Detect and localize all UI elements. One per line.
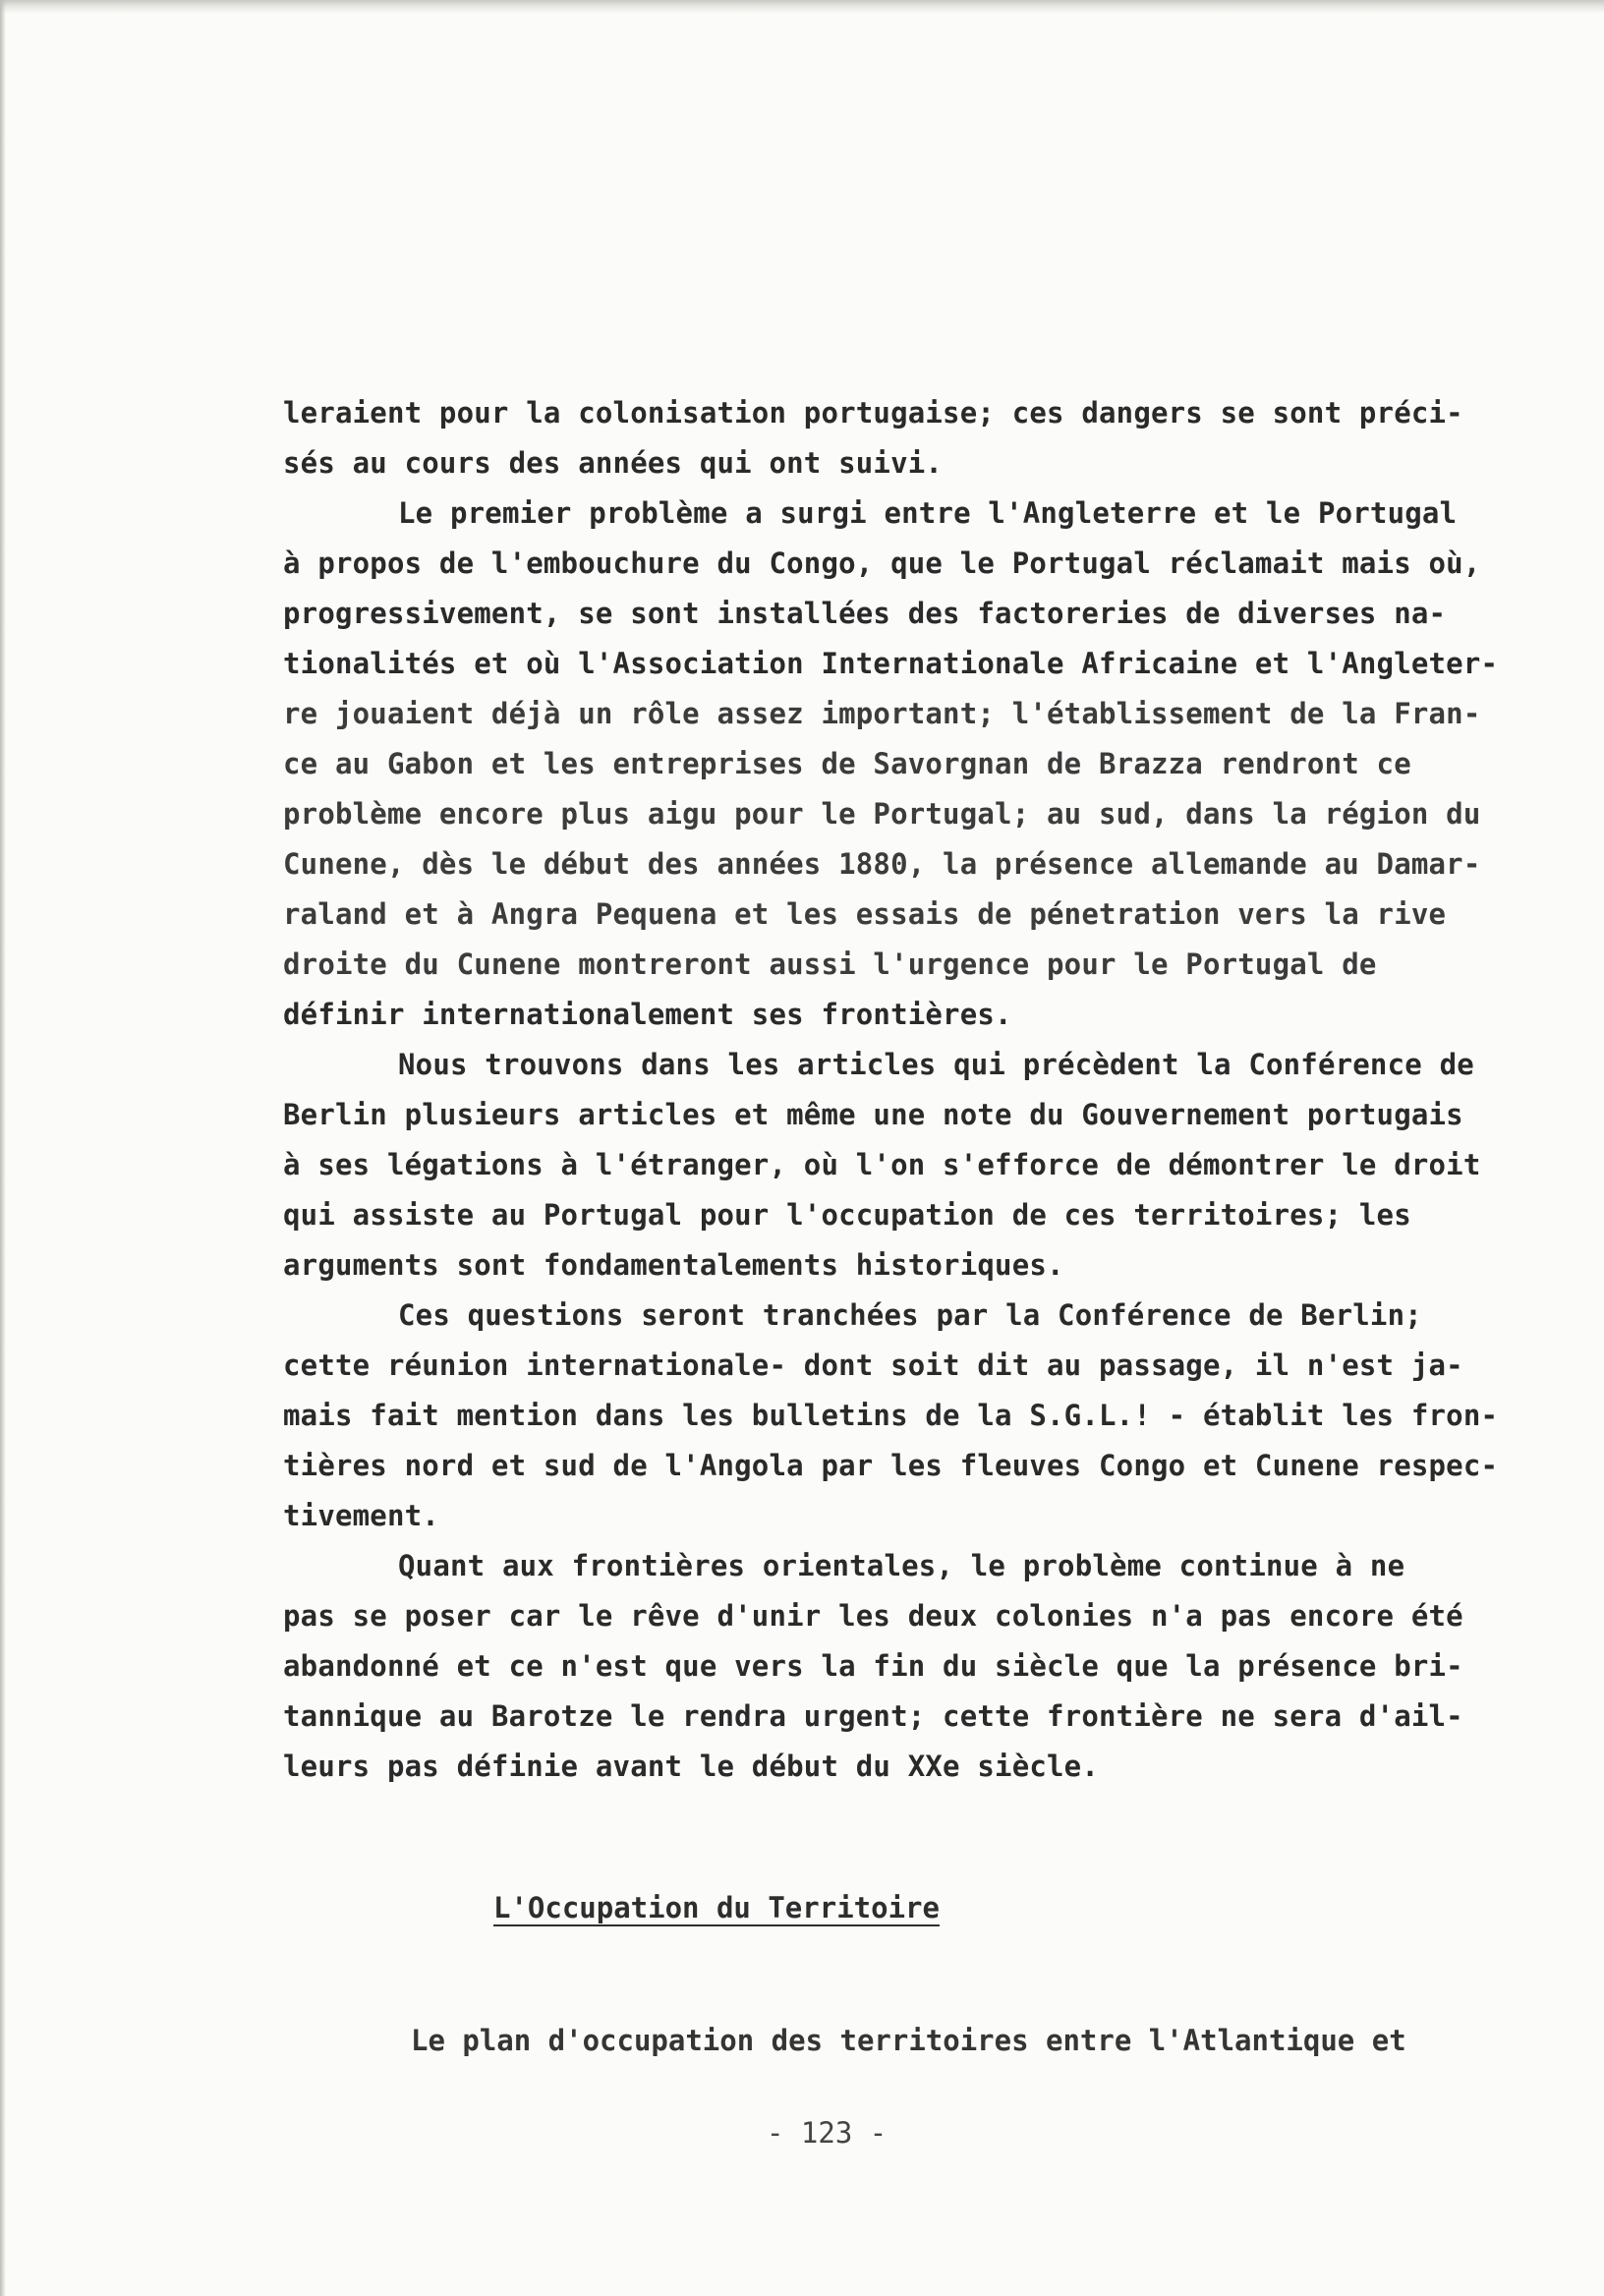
- text-line: leraient pour la colonisation portugaise; ces dangers se sont préci-: [283, 396, 1463, 430]
- text-line: sés au cours des années qui ont suivi.: [283, 446, 944, 480]
- text-line: droite du Cunene montreront aussi l'urgence pour le Portugal de: [283, 947, 1377, 981]
- scan-left-edge: [0, 0, 6, 2296]
- text-line: abandonné et ce n'est que vers la fin du siècle que la présence bri-: [283, 1649, 1463, 1683]
- text-line: à propos de l'embouchure du Congo, que le Portugal réclamait mais où,: [283, 546, 1481, 580]
- paragraph-start-line: Le premier problème a surgi entre l'Angleterre et le Portugal: [398, 496, 1458, 530]
- text-line: arguments sont fondamentalements historiques.: [283, 1248, 1064, 1282]
- text-line: tières nord et sud de l'Angola par les fleuves Congo et Cunene respec-: [283, 1449, 1499, 1482]
- text-line: pas se poser car le rêve d'unir les deux colonies n'a pas encore été: [283, 1599, 1463, 1633]
- text-line: définir internationalement ses frontières.: [283, 998, 1012, 1031]
- text-line: tivement.: [283, 1499, 439, 1532]
- text-line: cette réunion internationale- dont soit dit au passage, il n'est ja-: [283, 1349, 1463, 1382]
- body-text: [283, 388, 1499, 1792]
- paragraph-start-line: Nous trouvons dans les articles qui précèdent la Conférence de: [398, 1048, 1474, 1081]
- section-heading: L'Occupation du Territoire: [493, 1891, 940, 1924]
- text-line: tannique au Barotze le rendra urgent; cette frontière ne sera d'ail-: [283, 1699, 1463, 1733]
- text-line: ce au Gabon et les entreprises de Savorgnan de Brazza rendront ce: [283, 747, 1411, 780]
- text-line: problème encore plus aigu pour le Portugal; au sud, dans la région du: [283, 797, 1481, 831]
- text-line: mais fait mention dans les bulletins de la S.G.L.! - établit les fron-: [283, 1399, 1499, 1432]
- text-line: tionalités et où l'Association Internationale Africaine et l'Angleter-: [283, 647, 1499, 680]
- paragraph-start-line: Quant aux frontières orientales, le problème continue à ne: [398, 1549, 1405, 1582]
- text-line: qui assiste au Portugal pour l'occupation de ces territoires; les: [283, 1198, 1411, 1232]
- scan-top-edge: [0, 0, 1604, 14]
- text-line: Cunene, dès le début des années 1880, la présence allemande au Damar-: [283, 847, 1481, 881]
- paragraph-start-line: Ces questions seront tranchées par la Conférence de Berlin;: [398, 1298, 1422, 1332]
- page-number: - 123 -: [767, 2116, 888, 2150]
- text-line: à ses légations à l'étranger, où l'on s'efforce de démontrer le droit: [283, 1148, 1481, 1181]
- text-line: Berlin plusieurs articles et même une note du Gouvernement portugais: [283, 1098, 1463, 1131]
- section-opening-line: Le plan d'occupation des territoires entre l'Atlantique et: [411, 2024, 1406, 2057]
- text-line: raland et à Angra Pequena et les essais de pénetration vers la rive: [283, 897, 1447, 931]
- text-line: leurs pas définie avant le début du XXe siècle.: [283, 1750, 1099, 1783]
- text-line: re jouaient déjà un rôle assez important; l'établissement de la Fran-: [283, 697, 1481, 730]
- text-line: progressivement, se sont installées des factoreries de diverses na-: [283, 597, 1447, 630]
